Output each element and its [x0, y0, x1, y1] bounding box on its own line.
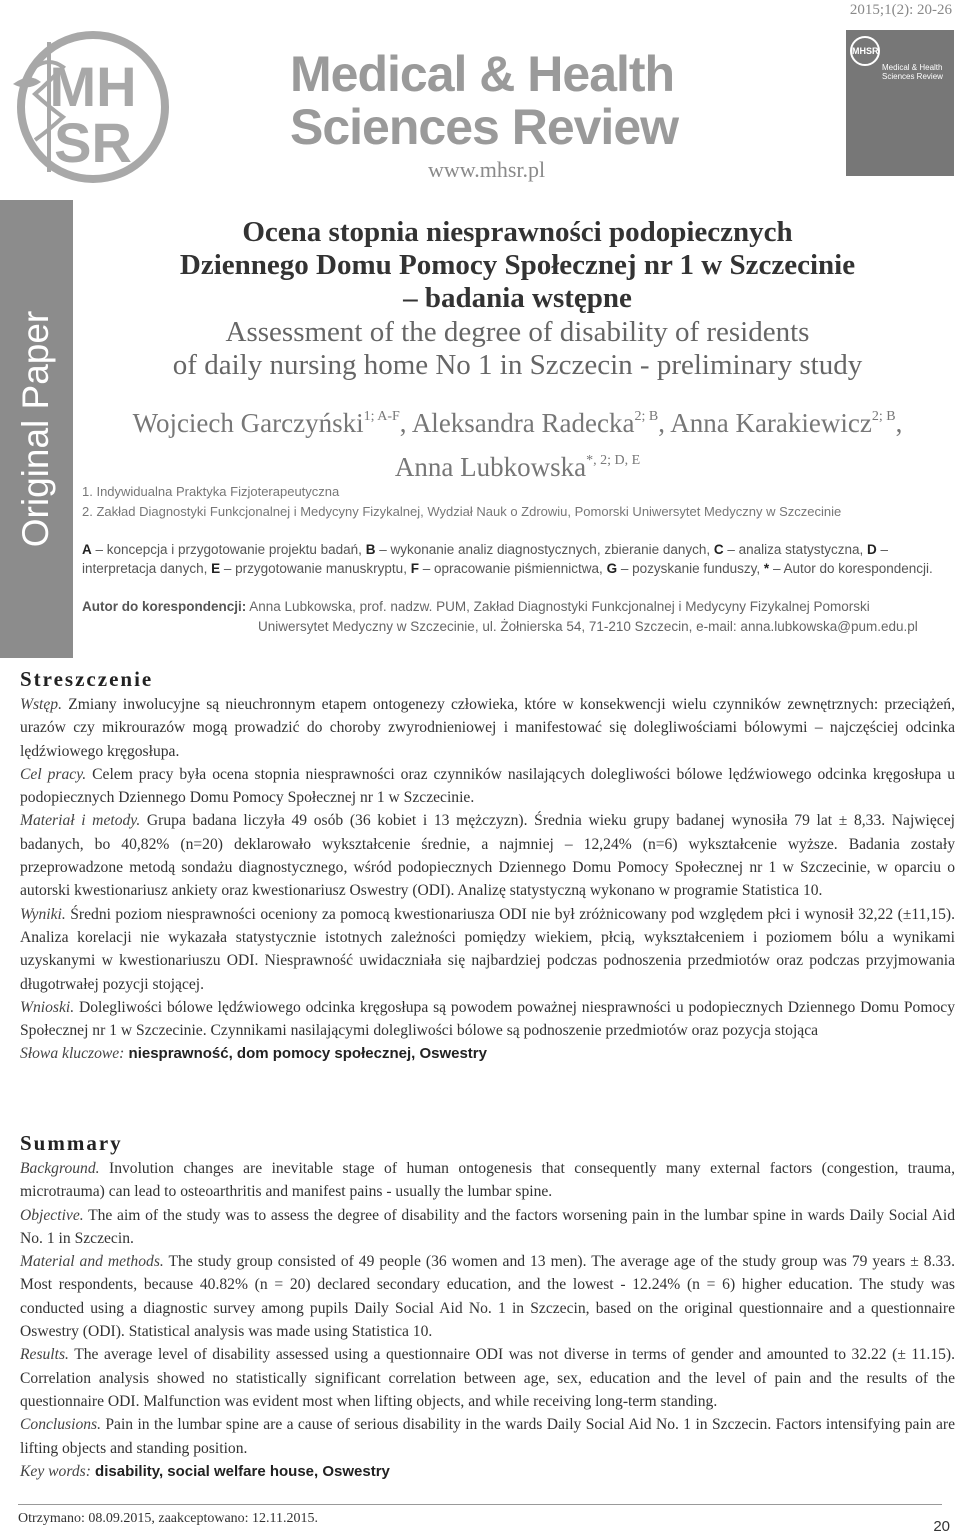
journal-name	[290, 48, 678, 154]
abstract-polish	[20, 693, 955, 1066]
author-name: Anna Lubkowska	[394, 452, 587, 482]
abstract-paragraph: Background. Involution changes are inevitable stage of human ontogenesis that consequently many external factors (congestion, trauma, microtrauma) can lead to osteoarthritis and manifest pains - usually the lumbar spine.	[20, 1160, 955, 1201]
abstract-paragraph: Wnioski. Dolegliwości bólowe lędźwiowego odcinka kręgosłupa są powodem poważnej niesprawności u podopiecznych Dziennego Domu Pomocy Społecznej nr 1 w Szczecinie. Czynnikami nasilającymi dolegliwości bólowe są podnoszenie przedmiotów oraz pozycja stojąca	[20, 998, 955, 1040]
journal-logo	[5, 22, 175, 187]
abstract-paragraph: Materiał i metody. Grupa badana liczyła 49 osób (36 kobiet i 13 mężczyzn). Średnia wieku grupy badanej wynosiła 79 lat ± 8,33. Najwięcej badanych, bo 40,82% (n=20) deklarowało wykształcenie średnie, a najmniej – 12,24% (n=6) wykształcenie wyższe. Badania zostały przeprowadzone metodą sondażu diagnostycznego, wśród podopiecznych Dziennego Domu Pomocy Społecznej nr 1 w Szczecinie, w oparciu o autorski kwestionariusz ankiety oraz kwestionariusz Oswestry (ODI). Analizę statystyczną wykonano w programie Statistica 10.	[20, 812, 955, 900]
affiliation-1: 1. Indywidualna Praktyka Fizjoterapeutyczna	[82, 484, 340, 499]
author-name: Anna Karakiewicz	[670, 408, 872, 438]
journal-name-line2: Sciences Review	[290, 99, 679, 155]
journal-website[interactable]: www.mhsr.pl	[428, 157, 546, 182]
author-affiliation-marker: 2; B	[871, 409, 896, 424]
journal-cover-thumbnail	[846, 30, 954, 183]
correspondence-info: Autor do korespondencji: Anna Lubkowska, prof. nadzw. PUM, Zakład Diagnostyki Funkcjonalnej i Medycyny Fizykalnej Pomorski Uniwersytet Medyczny w Szczecinie, ul. Żołnierska 54, 71-210 Szczecin, e-mail: anna.lubkowska@pum.edu.pl	[82, 599, 918, 634]
keywords-english: Key words: disability, social welfare house, Oswestry	[20, 1462, 390, 1480]
article-type-label: Original Paper	[15, 310, 56, 548]
abstract-paragraph: Conclusions. Pain in the lumbar spine are a cause of serious disability in the wards Daily Social Aid No. 1 in Szczecin. Factors intensifying pain are lifting objects and standing position.	[20, 1416, 955, 1457]
heading-summary: Summary	[20, 1131, 123, 1155]
abstract-english	[20, 1157, 955, 1483]
received-dates: Otrzymano: 08.09.2015, zaakceptowano: 12.11.2015.	[18, 1511, 319, 1526]
mhsr-logo-icon	[5, 22, 175, 187]
author-contributions: A – koncepcja i przygotowanie projektu badań, B – wykonanie analiz diagnostycznych, zbieranie danych, C – analiza statystyczna, D – interpretacja danych, E – przygotowanie manuskryptu, F – opracowanie piśmiennictwa, G – pozyskanie funduszy, * – Autor do korespondencji.	[82, 542, 933, 576]
journal-name-line1: Medical & Health	[290, 46, 675, 102]
footer-divider	[18, 1504, 942, 1505]
author-affiliation-marker: 2; B	[634, 409, 659, 424]
heading-streszczenie: Streszczenie	[20, 667, 154, 691]
author-name: Wojciech Garczyński	[132, 408, 364, 438]
cover-title: Medical & Health Sciences Review	[882, 63, 943, 81]
svg-text:MH: MH	[49, 55, 137, 118]
abstract-paragraph: Objective. The aim of the study was to assess the degree of disability and the factors worsening pain in the lumbar spine in wards Daily Social Aid No. 1 in Szczecin.	[20, 1206, 955, 1247]
cover-footer-bar	[846, 176, 954, 183]
abstract-paragraph: Wstęp. Zmiany inwolucyjne są nieuchronnym etapem ontogenezy człowieka, które w konsekwencji wielu czynników zewnętrznych: przeciążeń, urazów czy mikrourazów mogą prowadzić do choroby zwyrodnieniowej i manifestować się dolegliwościami bólowymi – najczęściej odcinka lędźwiowego kręgosłupa.	[20, 696, 955, 760]
issue-citation: 2015;1(2): 20-26	[849, 2, 952, 18]
author-affiliation-marker: *, 2; D, E	[586, 453, 641, 468]
author-name: Aleksandra Radecka	[411, 408, 635, 438]
abstract-paragraph: Results. The average level of disability assessed using a questionnaire ODI was not diverse in terms of gender and amounted to 32.22 (± 11.15). Correlation analysis showed no statistically significant correlation between age, sex, education and the level of pain and the results of the questionnaire ODI. Malfunction was evident most when lifting objects, and while receiving long-term standing.	[20, 1346, 955, 1410]
correspondence-label: Autor do korespondencji:	[82, 599, 247, 614]
affiliation-2: 2. Zakład Diagnostyki Funkcjonalnej i Medycyny Fizykalnej, Wydział Nauk o Zdrowiu, Pomorski Uniwersytet Medyczny w Szczecinie	[82, 504, 842, 519]
cover-logo-icon: MHSR	[850, 36, 880, 66]
abstract-paragraph: Material and methods. The study group consisted of 49 people (36 women and 13 men). The average age of the study group was 79 years ± 8.33. Most respondents, because 40.82% (n = 20) declared secondary education, and the lowest - 12.24% (n = 6) higher education. The study was conducted using a diagnostic survey among pupils Daily Social Aid No. 1 in Szczecin, based on the original questionnaire and a questionnaire Oswestry (ODI). Statistical analysis was made using Statistica 10.	[20, 1253, 955, 1341]
author-list: Wojciech Garczyński$^{1; A-F}$, Aleksandra Radecka$^{2; B}$, Anna Karakiewicz$^{2; B}$, Anna Lubkowska$^{*, 2; D, E}$	[132, 408, 903, 482]
keywords-polish: Słowa kluczowe: niesprawność, dom pomocy społecznej, Oswestry	[20, 1045, 487, 1063]
svg-text:SR: SR	[54, 111, 132, 174]
title-polish: Ocena stopnia niesprawności podopiecznych Dziennego Domu Pomocy Społecznej nr 1 w Szczecinie – badania wstępne	[179, 216, 856, 314]
author-affiliation-marker: 1; A-F	[363, 409, 400, 424]
page-number: 20	[933, 1518, 950, 1535]
abstract-paragraph: Cel pracy. Celem pracy była ocena stopnia niesprawności oraz czynników nasilających dolegliwości bólowe lędźwiowego odcinka kręgosłupa u podopiecznych Dziennego Domu Pomocy Społecznej nr 1 w Szczecinie.	[20, 765, 955, 807]
article-type-sidebar	[0, 200, 73, 658]
abstract-paragraph: Wyniki. Średni poziom niesprawności oceniony za pomocą kwestionariusza ODI nie był zróżnicowany pod względem płci i wynosił 32,22 (±11,15). Analiza korelacji nie wykazała statystycznie istotnych zależności pomiędzy wiekiem, płcią, wykształceniem i poziomem bólu a wynikami uzyskanymi w kwestionariuszu ODI. Niesprawność uwidaczniała się najbardziej podczas podnoszenia przedmiotów oraz podczas przyjmowania długotrwałej pozycji stojącej.	[20, 905, 955, 993]
title-english: Assessment of the degree of disability of residents of daily nursing home No 1 in Szczecin - preliminary study	[172, 316, 863, 381]
